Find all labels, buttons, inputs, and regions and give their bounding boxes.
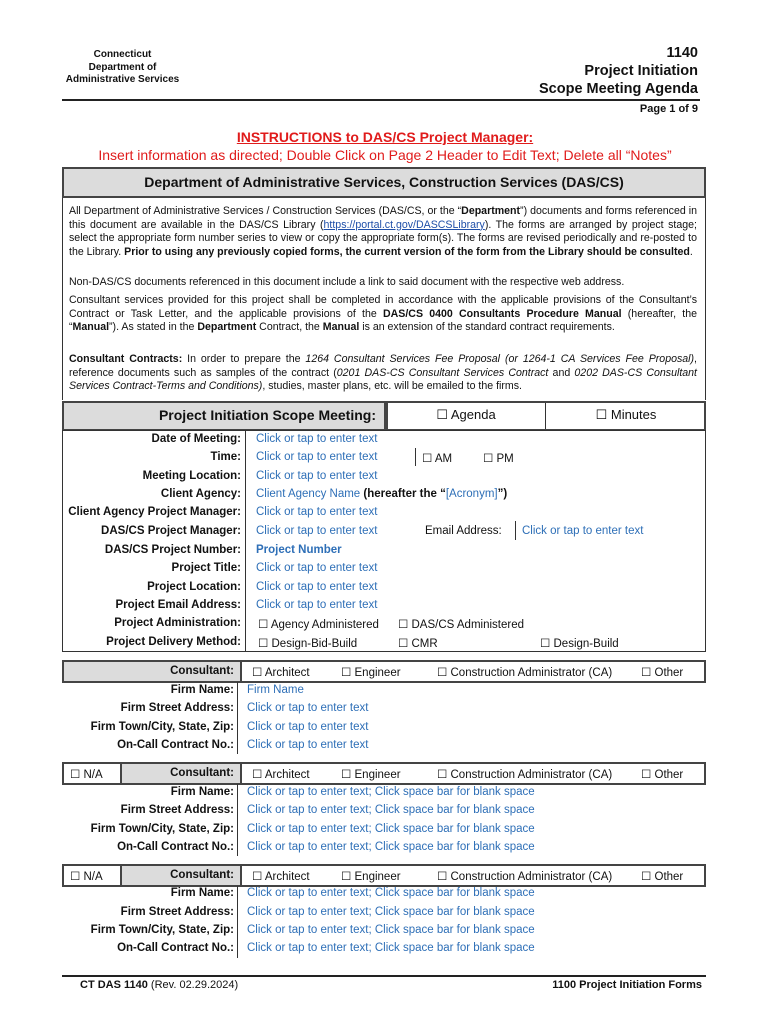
hereafter-text: (hereafter the “ xyxy=(360,488,446,500)
instructions-text: Insert information as directed; Double Click on Page 2 Header to Edit Text; Delete all “Notes” xyxy=(98,147,672,163)
p3-i: is an extension of the standard contract requirements. xyxy=(359,321,615,334)
email-input[interactable]: Click or tap to enter text xyxy=(522,525,644,537)
p3-c: (hereafter, the “ xyxy=(69,307,698,334)
consultant2-ca-checkbox[interactable]: ☐ Construction Administrator (CA) xyxy=(437,769,613,781)
agency-admin-checkbox[interactable]: ☐ Agency Administered xyxy=(258,619,379,631)
agency-line3: Administrative Services xyxy=(65,74,180,85)
consultant3-town-label: Firm Town/City, State, Zip: xyxy=(90,924,234,936)
consultant2-town-label: Firm Town/City, State, Zip: xyxy=(90,823,234,835)
footer-series: 1100 Project Initiation Forms xyxy=(552,979,702,991)
p4-a: Consultant Contracts: xyxy=(69,353,183,365)
consultant2-divider xyxy=(237,784,238,856)
title-line1: Project Initiation xyxy=(584,63,698,79)
consultant2-oncall-input[interactable]: Click or tap to enter text; Click space bar for blank space xyxy=(247,841,535,853)
p1-a: All Department of Administrative Services / Construction Services (DAS/CS, or the “ xyxy=(69,205,462,217)
das-pm-input[interactable]: Click or tap to enter text xyxy=(256,525,378,537)
footer-form-number: CT DAS 1140 xyxy=(80,979,148,991)
email-label: Email Address: xyxy=(425,525,502,537)
meeting-location-input[interactable]: Click or tap to enter text xyxy=(256,470,378,482)
client-agency-label: Client Agency: xyxy=(160,488,241,500)
p1-f: . xyxy=(689,245,693,258)
project-location-input[interactable]: Click or tap to enter text xyxy=(256,581,378,593)
consultant1-divider xyxy=(237,682,238,754)
dascs-admin-checkbox[interactable]: ☐ DAS/CS Administered xyxy=(398,619,524,631)
p1-c: ”) documents and forms referenced in this document are available in the DAS/CS Library ( xyxy=(69,205,697,231)
project-number-input[interactable]: Project Number xyxy=(256,544,342,556)
acronym-input[interactable]: [Acronym] xyxy=(445,488,498,500)
project-email-label: Project Email Address: xyxy=(115,599,241,611)
agenda-checkbox[interactable]: ☐ Agenda xyxy=(436,407,496,422)
form-number: 1140 xyxy=(666,45,698,61)
meeting-location-label: Meeting Location: xyxy=(142,470,241,482)
consultant3-firm-input[interactable]: Click or tap to enter text; Click space bar for blank space xyxy=(247,887,535,899)
scope-grid-bottom xyxy=(62,651,706,652)
project-title-input[interactable]: Click or tap to enter text xyxy=(256,562,378,574)
agency-name xyxy=(60,49,185,87)
design-build-checkbox[interactable]: ☐ Design-Build xyxy=(540,638,619,650)
consultant1-oncall-input[interactable]: Click or tap to enter text xyxy=(247,739,369,751)
consultant2-na-checkbox[interactable]: ☐ N/A xyxy=(70,769,103,781)
consultant3-firm-label: Firm Name: xyxy=(170,887,234,899)
agency-line2: Department of xyxy=(88,61,157,73)
p4-h: , studies, master plans, etc. will be emailed to the firms. xyxy=(262,380,522,393)
scope-title-text: Project Initiation Scope Meeting: xyxy=(158,407,376,423)
consultant3-divider xyxy=(237,886,238,958)
das-paragraph-2: Non-DAS/CS documents referenced in this document include a link to said document with the respective web address. xyxy=(69,276,625,288)
consultant3-street-input[interactable]: Click or tap to enter text; Click space bar for blank space xyxy=(247,906,535,918)
time-label: Time: xyxy=(210,451,241,463)
email-divider xyxy=(515,521,516,540)
time-input[interactable]: Click or tap to enter text xyxy=(256,451,378,463)
p4-b: In order to prepare the xyxy=(182,353,306,365)
consultant2-firm-input[interactable]: Click or tap to enter text; Click space bar for blank space xyxy=(247,786,535,798)
p3-e: ”). As stated in the xyxy=(109,321,198,334)
p3-h: Manual xyxy=(322,321,360,334)
consultant1-street-label: Firm Street Address: xyxy=(120,702,234,714)
library-link[interactable]: https://portal.ct.gov/DASCSLibrary xyxy=(323,218,485,231)
p3-a: Consultant services provided for this project shall be completed in accordance with the applicable provisions of the Consultant’s Contract or Task Letter, and the applicable provisions of the xyxy=(69,294,697,320)
consultant1-street-input[interactable]: Click or tap to enter text xyxy=(247,702,369,714)
consultant3-na-checkbox[interactable]: ☐ N/A xyxy=(70,871,103,883)
date-input[interactable]: Click or tap to enter text xyxy=(256,433,378,445)
das-paragraph-1 xyxy=(69,205,697,259)
dbb-checkbox[interactable]: ☐ Design-Bid-Build xyxy=(258,638,358,650)
footer-rule xyxy=(62,975,706,977)
consultant3-oncall-input[interactable]: Click or tap to enter text; Click space bar for blank space xyxy=(247,942,535,954)
scope-grid-right xyxy=(705,430,706,651)
p4-f: and xyxy=(548,366,575,379)
project-number-label: DAS/CS Project Number: xyxy=(104,544,241,556)
das-border-left xyxy=(62,198,63,400)
header-rule xyxy=(62,99,700,101)
project-title-label: Project Title: xyxy=(171,562,241,574)
agency-line1: Connecticut xyxy=(93,49,152,60)
footer-form-id xyxy=(80,979,238,991)
p3-b: DAS/CS 0400 Consultants Procedure Manual xyxy=(383,307,622,320)
minutes-checkbox[interactable]: ☐ Minutes xyxy=(595,407,657,422)
scope-grid-mid xyxy=(245,430,246,651)
consultant3-engineer-checkbox[interactable]: ☐ Engineer xyxy=(341,871,401,883)
project-email-input[interactable]: Click or tap to enter text xyxy=(256,599,378,611)
consultant1-ca-checkbox[interactable]: ☐ Construction Administrator (CA) xyxy=(437,667,613,679)
consultant1-architect-checkbox[interactable]: ☐ Architect xyxy=(252,667,310,679)
p4-e: 0201 DAS-CS Consultant Services Contract xyxy=(336,366,549,379)
footer-revision: (Rev. 02.29.2024) xyxy=(147,979,239,991)
page-number: Page 1 of 9 xyxy=(639,103,698,115)
das-title: Department of Administrative Services, Construction Services (DAS/CS) xyxy=(144,174,624,190)
consultant3-town-input[interactable]: Click or tap to enter text; Click space bar for blank space xyxy=(247,924,535,936)
consultant1-town-label: Firm Town/City, State, Zip: xyxy=(90,721,234,733)
time-divider xyxy=(415,448,416,466)
consultant2-street-label: Firm Street Address: xyxy=(120,804,234,816)
consultant1-engineer-checkbox[interactable]: ☐ Engineer xyxy=(341,667,401,679)
cmr-checkbox[interactable]: ☐ CMR xyxy=(398,638,438,650)
p1-b: Department xyxy=(461,205,521,217)
consultant2-label: Consultant: xyxy=(170,767,234,779)
am-checkbox[interactable]: ☐ AM xyxy=(422,453,453,465)
client-pm-label: Client Agency Project Manager: xyxy=(68,506,241,518)
consultant3-label: Consultant: xyxy=(170,869,234,881)
p4-g: 0202 DAS-CS Consultant Services Contract-Terms and Conditions) xyxy=(69,366,697,393)
form-title xyxy=(539,44,698,98)
p1-e: Prior to using any previously copied forms, the current version of the form from the Library should be consulted xyxy=(124,245,690,258)
consultant1-label: Consultant: xyxy=(170,665,234,677)
date-label: Date of Meeting: xyxy=(151,433,241,445)
consultant3-street-label: Firm Street Address: xyxy=(120,906,234,918)
p3-d: Manual xyxy=(72,321,110,334)
consultant3-other-checkbox[interactable]: ☐ Other xyxy=(641,871,684,883)
consultant2-oncall-label: On-Call Contract No.: xyxy=(117,841,234,853)
administration-label: Project Administration: xyxy=(114,617,241,629)
pm-checkbox[interactable]: ☐ PM xyxy=(483,453,514,465)
das-paragraph-3 xyxy=(69,294,697,335)
client-agency-input[interactable]: Client Agency Name xyxy=(256,488,361,500)
consultant3-ca-checkbox[interactable]: ☐ Construction Administrator (CA) xyxy=(437,871,613,883)
p4-c: 1264 Consultant Services Fee Proposal (or 1264-1 CA Services Fee Proposal) xyxy=(305,353,695,365)
hereafter-end: ”) xyxy=(497,488,508,500)
p1-d: ). The forms are arranged by project stage; select the appropriate form number series to view or copy the appropriate form(s). The forms are revised periodically and re-posted to the Library. xyxy=(69,218,697,258)
title-line2: Scope Meeting Agenda xyxy=(539,81,698,97)
client-agency-field xyxy=(256,488,507,500)
consultant1-oncall-label: On-Call Contract No.: xyxy=(117,739,234,751)
p3-g: Contract, the xyxy=(256,321,323,334)
delivery-label: Project Delivery Method: xyxy=(106,636,241,648)
project-location-label: Project Location: xyxy=(147,581,241,593)
consultant1-firm-input[interactable]: Firm Name xyxy=(247,684,304,696)
instructions-title: INSTRUCTIONS to DAS/CS Project Manager: xyxy=(236,129,534,145)
consultant2-firm-label: Firm Name: xyxy=(170,786,234,798)
consultant1-town-input[interactable]: Click or tap to enter text xyxy=(247,721,369,733)
consultant2-town-input[interactable]: Click or tap to enter text; Click space bar for blank space xyxy=(247,823,535,835)
das-pm-label: DAS/CS Project Manager: xyxy=(101,525,241,537)
p3-f: Department xyxy=(197,321,257,334)
consultant2-engineer-checkbox[interactable]: ☐ Engineer xyxy=(341,769,401,781)
consultant1-other-checkbox[interactable]: ☐ Other xyxy=(641,667,684,679)
consultant1-firm-label: Firm Name: xyxy=(170,684,234,696)
consultant3-architect-checkbox[interactable]: ☐ Architect xyxy=(252,871,310,883)
consultant2-street-input[interactable]: Click or tap to enter text; Click space bar for blank space xyxy=(247,804,535,816)
consultant2-other-checkbox[interactable]: ☐ Other xyxy=(641,769,684,781)
client-pm-input[interactable]: Click or tap to enter text xyxy=(256,506,378,518)
consultant3-oncall-label: On-Call Contract No.: xyxy=(117,942,234,954)
das-paragraph-4 xyxy=(69,353,697,394)
p4-d: , reference documents such as samples of the contract ( xyxy=(69,353,697,379)
das-border-right xyxy=(705,198,706,400)
consultant2-architect-checkbox[interactable]: ☐ Architect xyxy=(252,769,310,781)
scope-title xyxy=(62,407,382,423)
scope-grid-top xyxy=(62,430,706,431)
